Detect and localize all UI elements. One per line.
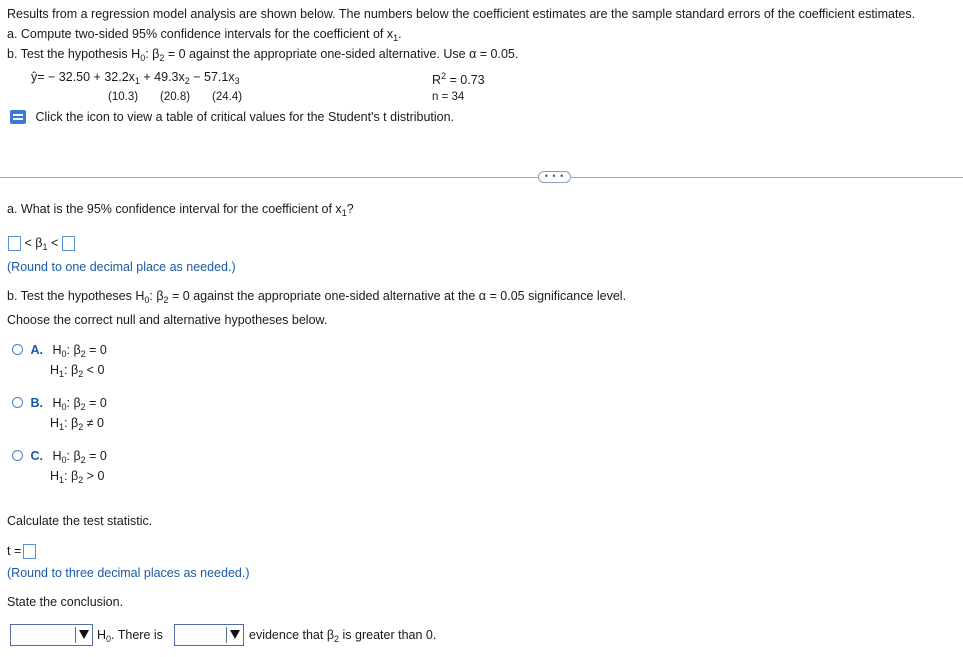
option-b-radio[interactable] [12, 397, 23, 408]
option-b-alternative: $H_1$: $\beta_2 \ne 0$ [50, 416, 104, 432]
dropdown-arrow-icon[interactable] [79, 630, 89, 639]
t-table-link[interactable] [10, 110, 454, 124]
conclusion-text-1: $H_0$. There is [97, 628, 163, 644]
intro-line-3: b. Test the hypothesis $H_0$: $\beta_2 = 0$ against the appropriate one-sided alternative. Use α = 0.05. [7, 47, 519, 63]
conclusion-text-2: evidence that $\beta_2$ is greater than 0. [249, 628, 437, 644]
option-c[interactable]: C. $H_0$: $\beta_2 = 0$ [12, 449, 107, 463]
test-statistic-input[interactable] [23, 544, 36, 559]
regression-equation: ŷ= − $32.50 + 32.2x_1 + 49.3x_2 - 57.1x_3$ [31, 70, 240, 86]
select-separator [226, 627, 227, 643]
dropdown-arrow-icon[interactable] [230, 630, 240, 639]
reject-decision-select[interactable] [10, 624, 93, 646]
r-squared: $R^2 = 0.73$ [432, 71, 485, 87]
ci-upper-input[interactable] [62, 236, 75, 251]
option-a[interactable]: A. $H_0$: $\beta_2 = 0$ [12, 343, 107, 357]
standard-error-2: (20.8) [160, 91, 191, 103]
hypothesis-instructions: Choose the correct null and alternative hypotheses below. [7, 313, 328, 327]
option-a-radio[interactable] [12, 344, 23, 355]
select-separator [75, 627, 76, 643]
part-a-round-note: (Round to one decimal place as needed.) [7, 260, 236, 274]
conclusion-label: State the conclusion. [7, 595, 124, 609]
test-statistic-row: t = [7, 544, 36, 559]
standard-error-1: (10.3) [108, 91, 139, 103]
calculate-instruction: Calculate the test statistic. [7, 514, 153, 528]
t-table-link-text: Click the icon to view a table of critical values for the Student's t distribution. [35, 110, 455, 124]
option-c-alternative: $H_1$: $\beta_2 > 0$ [50, 469, 105, 485]
ci-lower-input[interactable] [8, 236, 21, 251]
sample-size: n = 34 [432, 91, 465, 103]
part-b-round-note: (Round to three decimal places as needed.) [7, 566, 250, 580]
option-a-alternative: $H_1$: $\beta_2 < 0$ [50, 363, 105, 379]
section-divider [0, 177, 963, 178]
t-table-icon[interactable] [10, 110, 26, 124]
option-b[interactable]: B. $H_0$: $\beta_2 = 0$ [12, 396, 107, 410]
part-b-question: b. Test the hypotheses $H_0$: $\beta_2 = 0$ against the appropriate one-sided alternative at the α = 0.05 significance level. [7, 289, 627, 305]
confidence-interval-row: < $\beta_1$ < [8, 236, 75, 251]
part-a-question: a. What is the 95% confidence interval for the coefficient of $x_1$? [7, 202, 354, 218]
more-button[interactable]: • • • [538, 171, 571, 183]
intro-line-2: a. Compute two-sided 95% confidence intervals for the coefficient of $x_1$. [7, 27, 402, 43]
evidence-select[interactable] [174, 624, 244, 646]
intro-line-1: Results from a regression model analysis are shown below. The numbers below the coefficient estimates are the sample standard errors of the coefficient estimates. [7, 7, 916, 21]
option-c-radio[interactable] [12, 450, 23, 461]
standard-error-3: (24.4) [212, 91, 243, 103]
